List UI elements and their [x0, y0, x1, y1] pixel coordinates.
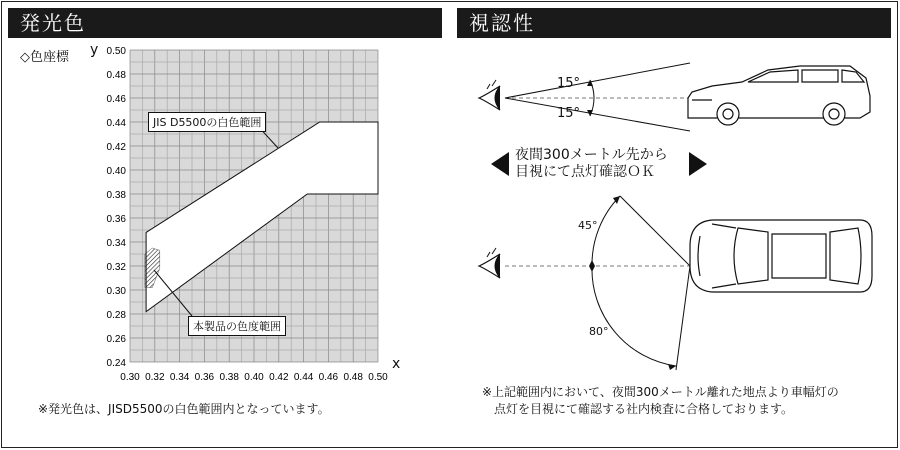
eye-icon-top — [479, 80, 500, 110]
jis-range-label: JIS D5500の白色範囲 — [148, 112, 266, 132]
x-tick-label: 0.48 — [343, 372, 363, 383]
y-tick-label: 0.32 — [106, 262, 126, 273]
y-tick-label: 0.38 — [106, 190, 126, 201]
x-tick-label: 0.46 — [318, 372, 339, 383]
visibility-header: 視認性 — [457, 8, 891, 38]
angle-top-label: 15° — [557, 76, 581, 91]
left-arrow-icon — [491, 152, 509, 176]
car-top-view — [690, 220, 872, 292]
x-axis-label: x — [392, 356, 401, 372]
emission-color-header: 発光色 — [8, 8, 442, 38]
y-tick-label: 0.42 — [106, 142, 126, 153]
product-range-label: 本製品の色度範囲 — [188, 316, 286, 336]
y-tick-label: 0.44 — [106, 118, 126, 129]
angle-45-label: 45° — [578, 219, 598, 232]
ray-45 — [620, 196, 690, 266]
x-tick-label: 0.40 — [244, 372, 264, 383]
arc-arrow-up — [587, 80, 593, 86]
y-tick-label: 0.26 — [106, 334, 126, 345]
top-upper-ray — [505, 63, 690, 98]
y-tick-label: 0.50 — [106, 46, 126, 57]
y-tick-label: 0.46 — [106, 94, 126, 105]
top-lower-ray — [505, 98, 690, 131]
x-tick-label: 0.34 — [169, 372, 190, 383]
y-tick-label: 0.30 — [106, 286, 126, 297]
y-tick-label: 0.36 — [106, 214, 126, 225]
angle-80-label: 80° — [589, 325, 609, 338]
arc-arrow-mid-down — [589, 266, 595, 272]
x-tick-label: 0.36 — [194, 372, 215, 383]
angle-bottom-label: 15° — [557, 106, 581, 121]
x-tick-label: 0.50 — [368, 372, 388, 383]
y-tick-label: 0.48 — [106, 70, 126, 81]
y-tick-label: 0.28 — [106, 310, 126, 321]
x-tick-label: 0.42 — [269, 372, 289, 383]
x-tick-label: 0.38 — [219, 372, 239, 383]
visibility-note-line1: ※上記範囲内において、夜間300メートル離れた地点より車幅灯の — [482, 385, 839, 399]
bottom-angle-arc — [592, 196, 676, 366]
x-tick-label: 0.30 — [120, 372, 140, 383]
visibility-caption — [515, 147, 668, 181]
arc-arrow-mid-up — [589, 260, 595, 266]
x-tick-label: 0.32 — [145, 372, 165, 383]
visibility-note-line2: 点灯を目視にて確認する社内検査に合格しております。 — [494, 402, 794, 416]
visibility-line1: 夜間300メートル先から — [515, 147, 668, 163]
visibility-note — [482, 384, 839, 418]
visibility-line2: 目視にて点灯確認ＯＫ — [515, 164, 655, 180]
ray-80 — [676, 266, 690, 370]
right-arrow-icon — [689, 152, 707, 176]
y-axis-label: y — [90, 42, 99, 58]
y-tick-label: 0.34 — [106, 238, 126, 249]
y-tick-label: 0.40 — [106, 166, 126, 177]
car-side-view — [688, 66, 870, 125]
emission-note: ※発光色は、JISD5500の白色範囲内となっています。 — [38, 402, 330, 416]
x-tick-label: 0.44 — [293, 372, 314, 383]
y-tick-label: 0.24 — [106, 358, 126, 369]
eye-icon-bottom — [479, 248, 500, 278]
chromaticity-subtitle: ◇色座標 — [20, 50, 69, 65]
